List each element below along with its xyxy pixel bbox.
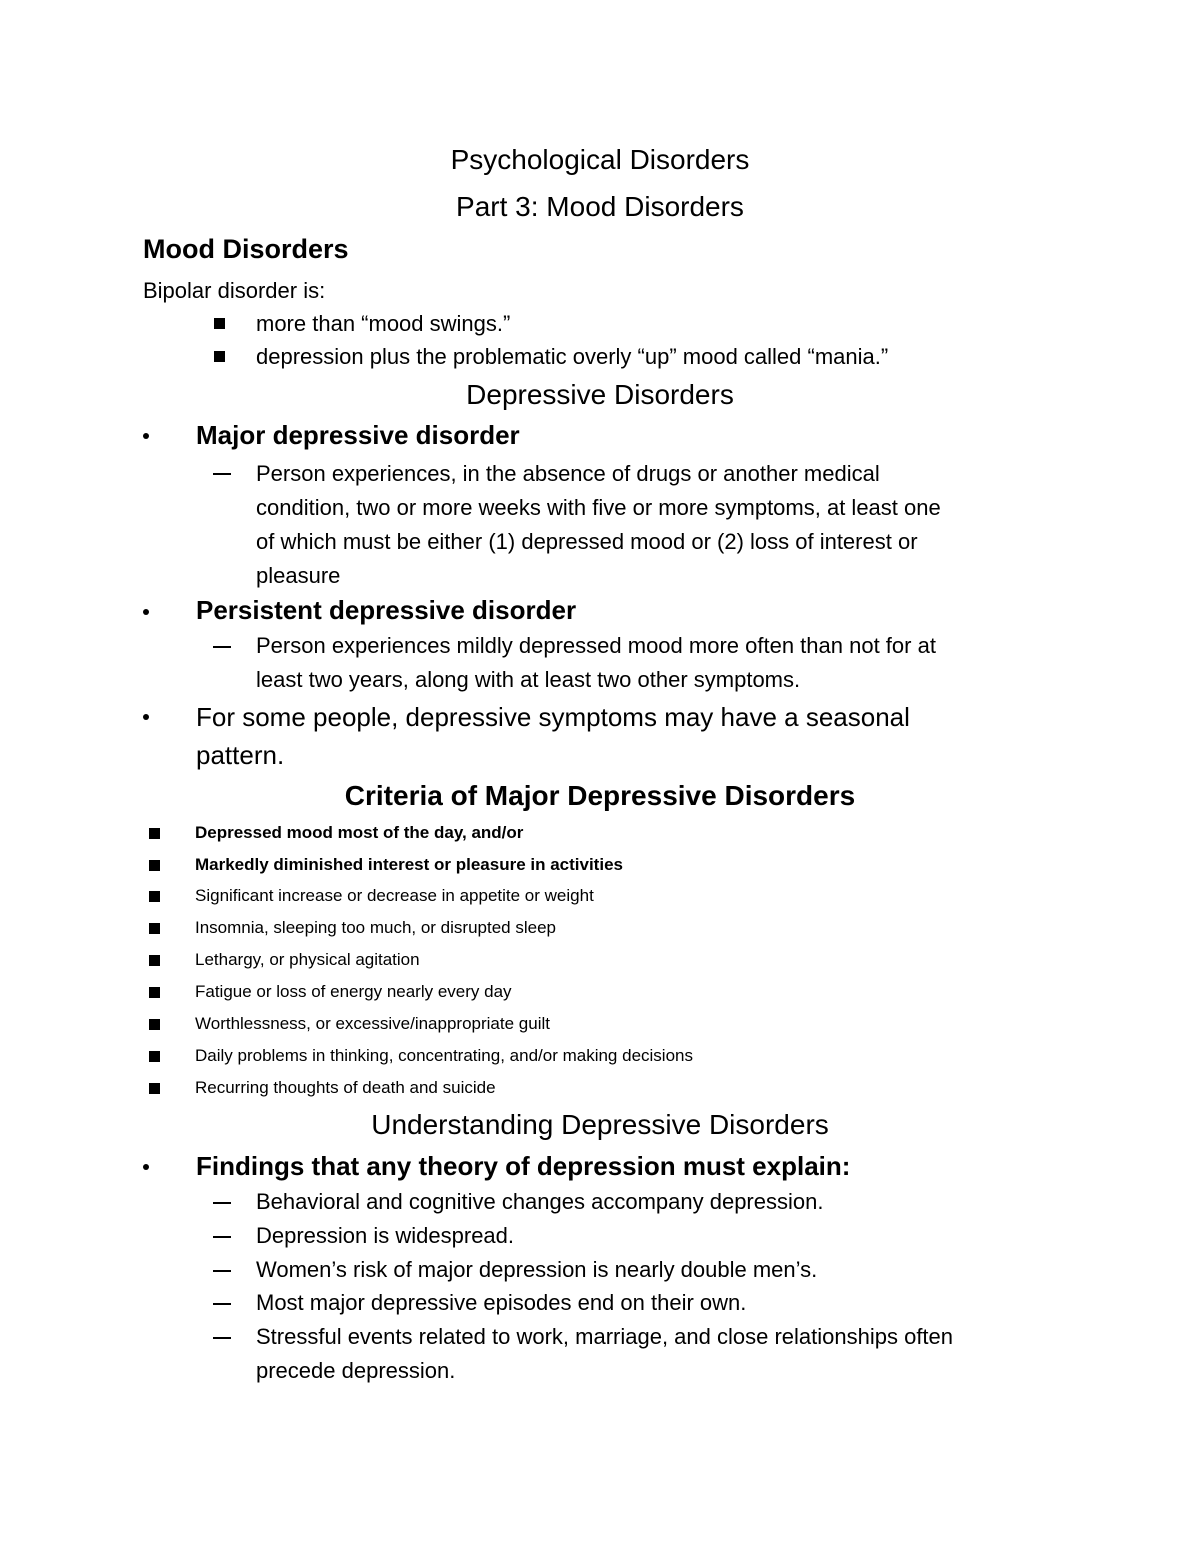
document-subtitle: Part 3: Mood Disorders (456, 191, 744, 222)
major-description-line: of which must be either (1) depressed mood or (2) loss of interest or (256, 529, 918, 554)
seasonal-pattern-line: For some people, depressive symptoms may have a seasonal (196, 702, 910, 732)
persistent-depressive-label: Persistent depressive disorder (196, 595, 577, 625)
criteria-item: Fatigue or loss of energy nearly every day (195, 982, 512, 1001)
square-bullet-icon (149, 860, 160, 871)
finding-item-line: precede depression. (256, 1358, 456, 1383)
major-depressive-label: Major depressive disorder (196, 420, 520, 450)
bipolar-item: depression plus the problematic overly “up” mood called “mania.” (256, 344, 889, 369)
criteria-heading: Criteria of Major Depressive Disorders (344, 780, 856, 811)
findings-label: Findings that any theory of depression must explain: (196, 1151, 851, 1181)
bullet-icon (143, 714, 149, 720)
mood-disorders-heading: Mood Disorders (143, 234, 349, 264)
criteria-item: Recurring thoughts of death and suicide (195, 1078, 496, 1097)
finding-item: Depression is widespread. (256, 1223, 515, 1248)
square-bullet-icon (149, 987, 160, 998)
criteria-item: Worthlessness, or excessive/inappropriate guilt (195, 1014, 550, 1033)
finding-item: Most major depressive episodes end on their own. (256, 1290, 747, 1315)
finding-item: Behavioral and cognitive changes accompany depression. (256, 1189, 824, 1214)
bipolar-intro: Bipolar disorder is: (143, 278, 326, 303)
square-bullet-icon (149, 1083, 160, 1094)
dash-bullet-icon (213, 1270, 231, 1272)
square-bullet-icon (214, 318, 225, 329)
criteria-item: Markedly diminished interest or pleasure in activities (195, 855, 623, 874)
criteria-item: Daily problems in thinking, concentrating, and/or making decisions (195, 1046, 693, 1065)
square-bullet-icon (149, 1019, 160, 1030)
criteria-item: Significant increase or decrease in appetite or weight (195, 886, 594, 905)
criteria-item: Insomnia, sleeping too much, or disrupted sleep (195, 918, 556, 937)
major-description-line: pleasure (256, 563, 341, 588)
seasonal-pattern-line: pattern. (196, 740, 285, 770)
square-bullet-icon (149, 1051, 160, 1062)
bullet-icon (143, 433, 149, 439)
square-bullet-icon (214, 351, 225, 362)
bullet-icon (143, 609, 149, 615)
bullet-icon (143, 1164, 149, 1170)
dash-bullet-icon (213, 1303, 231, 1305)
dash-bullet-icon (213, 473, 231, 475)
understanding-heading: Understanding Depressive Disorders (371, 1109, 829, 1140)
criteria-item: Depressed mood most of the day, and/or (195, 823, 524, 842)
dash-bullet-icon (213, 1202, 231, 1204)
finding-item: Women’s risk of major depression is nearly double men’s. (256, 1257, 818, 1282)
dash-bullet-icon (213, 1236, 231, 1238)
criteria-item: Lethargy, or physical agitation (195, 950, 420, 969)
major-description-line: Person experiences, in the absence of drugs or another medical (256, 461, 880, 486)
document-title: Psychological Disorders (450, 144, 750, 175)
square-bullet-icon (149, 891, 160, 902)
dash-bullet-icon (213, 1337, 231, 1339)
persistent-description-line: least two years, along with at least two other symptoms. (256, 667, 801, 692)
persistent-description-line: Person experiences mildly depressed mood more often than not for at (256, 633, 936, 658)
dash-bullet-icon (213, 646, 231, 648)
finding-item-line: Stressful events related to work, marriage, and close relationships often (256, 1324, 954, 1349)
major-description-line: condition, two or more weeks with five or more symptoms, at least one (256, 495, 941, 520)
square-bullet-icon (149, 955, 160, 966)
square-bullet-icon (149, 923, 160, 934)
bipolar-item: more than “mood swings.” (256, 311, 511, 336)
depressive-disorders-heading: Depressive Disorders (466, 379, 734, 410)
square-bullet-icon (149, 828, 160, 839)
